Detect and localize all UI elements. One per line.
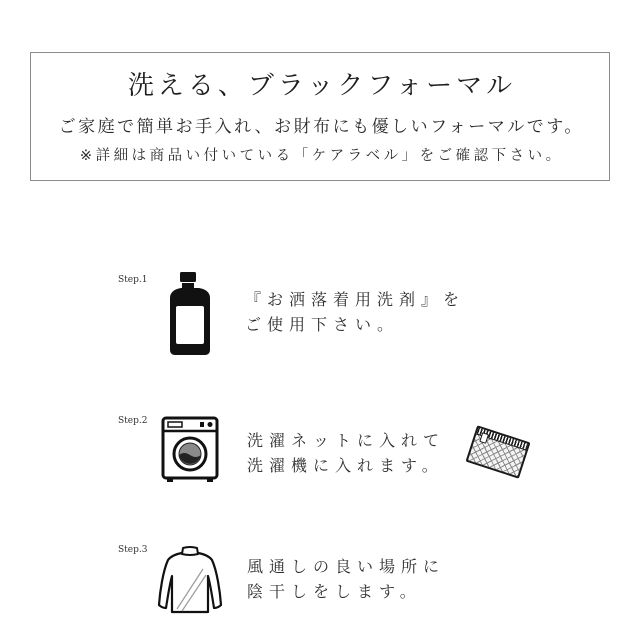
- care-label-note: ※詳細は商品い付いている「ケアラベル」をご確認下さい。: [79, 148, 564, 164]
- step-3-label: Step.3: [118, 545, 148, 555]
- step-2-label: Step.2: [118, 416, 148, 426]
- step-1-line-1: 『お洒落着用洗剤』を: [245, 290, 466, 309]
- step-3-line-1: 風通しの良い場所に: [247, 557, 446, 576]
- step-3-line-2: 陰干しをします。: [247, 582, 422, 601]
- header-box: [30, 52, 610, 181]
- sweater-icon: [157, 545, 223, 615]
- step-2-line-1: 洗濯ネットに入れて: [247, 431, 446, 450]
- page-subtitle: ご家庭で簡単お手入れ、お財布にも優しいフォーマルです。: [58, 117, 584, 137]
- step-1-text: [245, 287, 465, 337]
- page-title: 洗える、ブラックフォーマル: [127, 71, 517, 101]
- zipper-pull-icon: [479, 432, 489, 444]
- step-1-line-2: ご使用下さい。: [245, 315, 400, 334]
- step-2-text: [247, 428, 445, 478]
- detergent-bottle-icon: [167, 270, 213, 356]
- step-2-line-2: 洗濯機に入れます。: [247, 456, 444, 475]
- laundry-net-icon: [465, 425, 530, 478]
- washing-machine-icon: [161, 416, 219, 484]
- step-3-text: [247, 554, 445, 604]
- step-1-label: Step.1: [118, 275, 148, 285]
